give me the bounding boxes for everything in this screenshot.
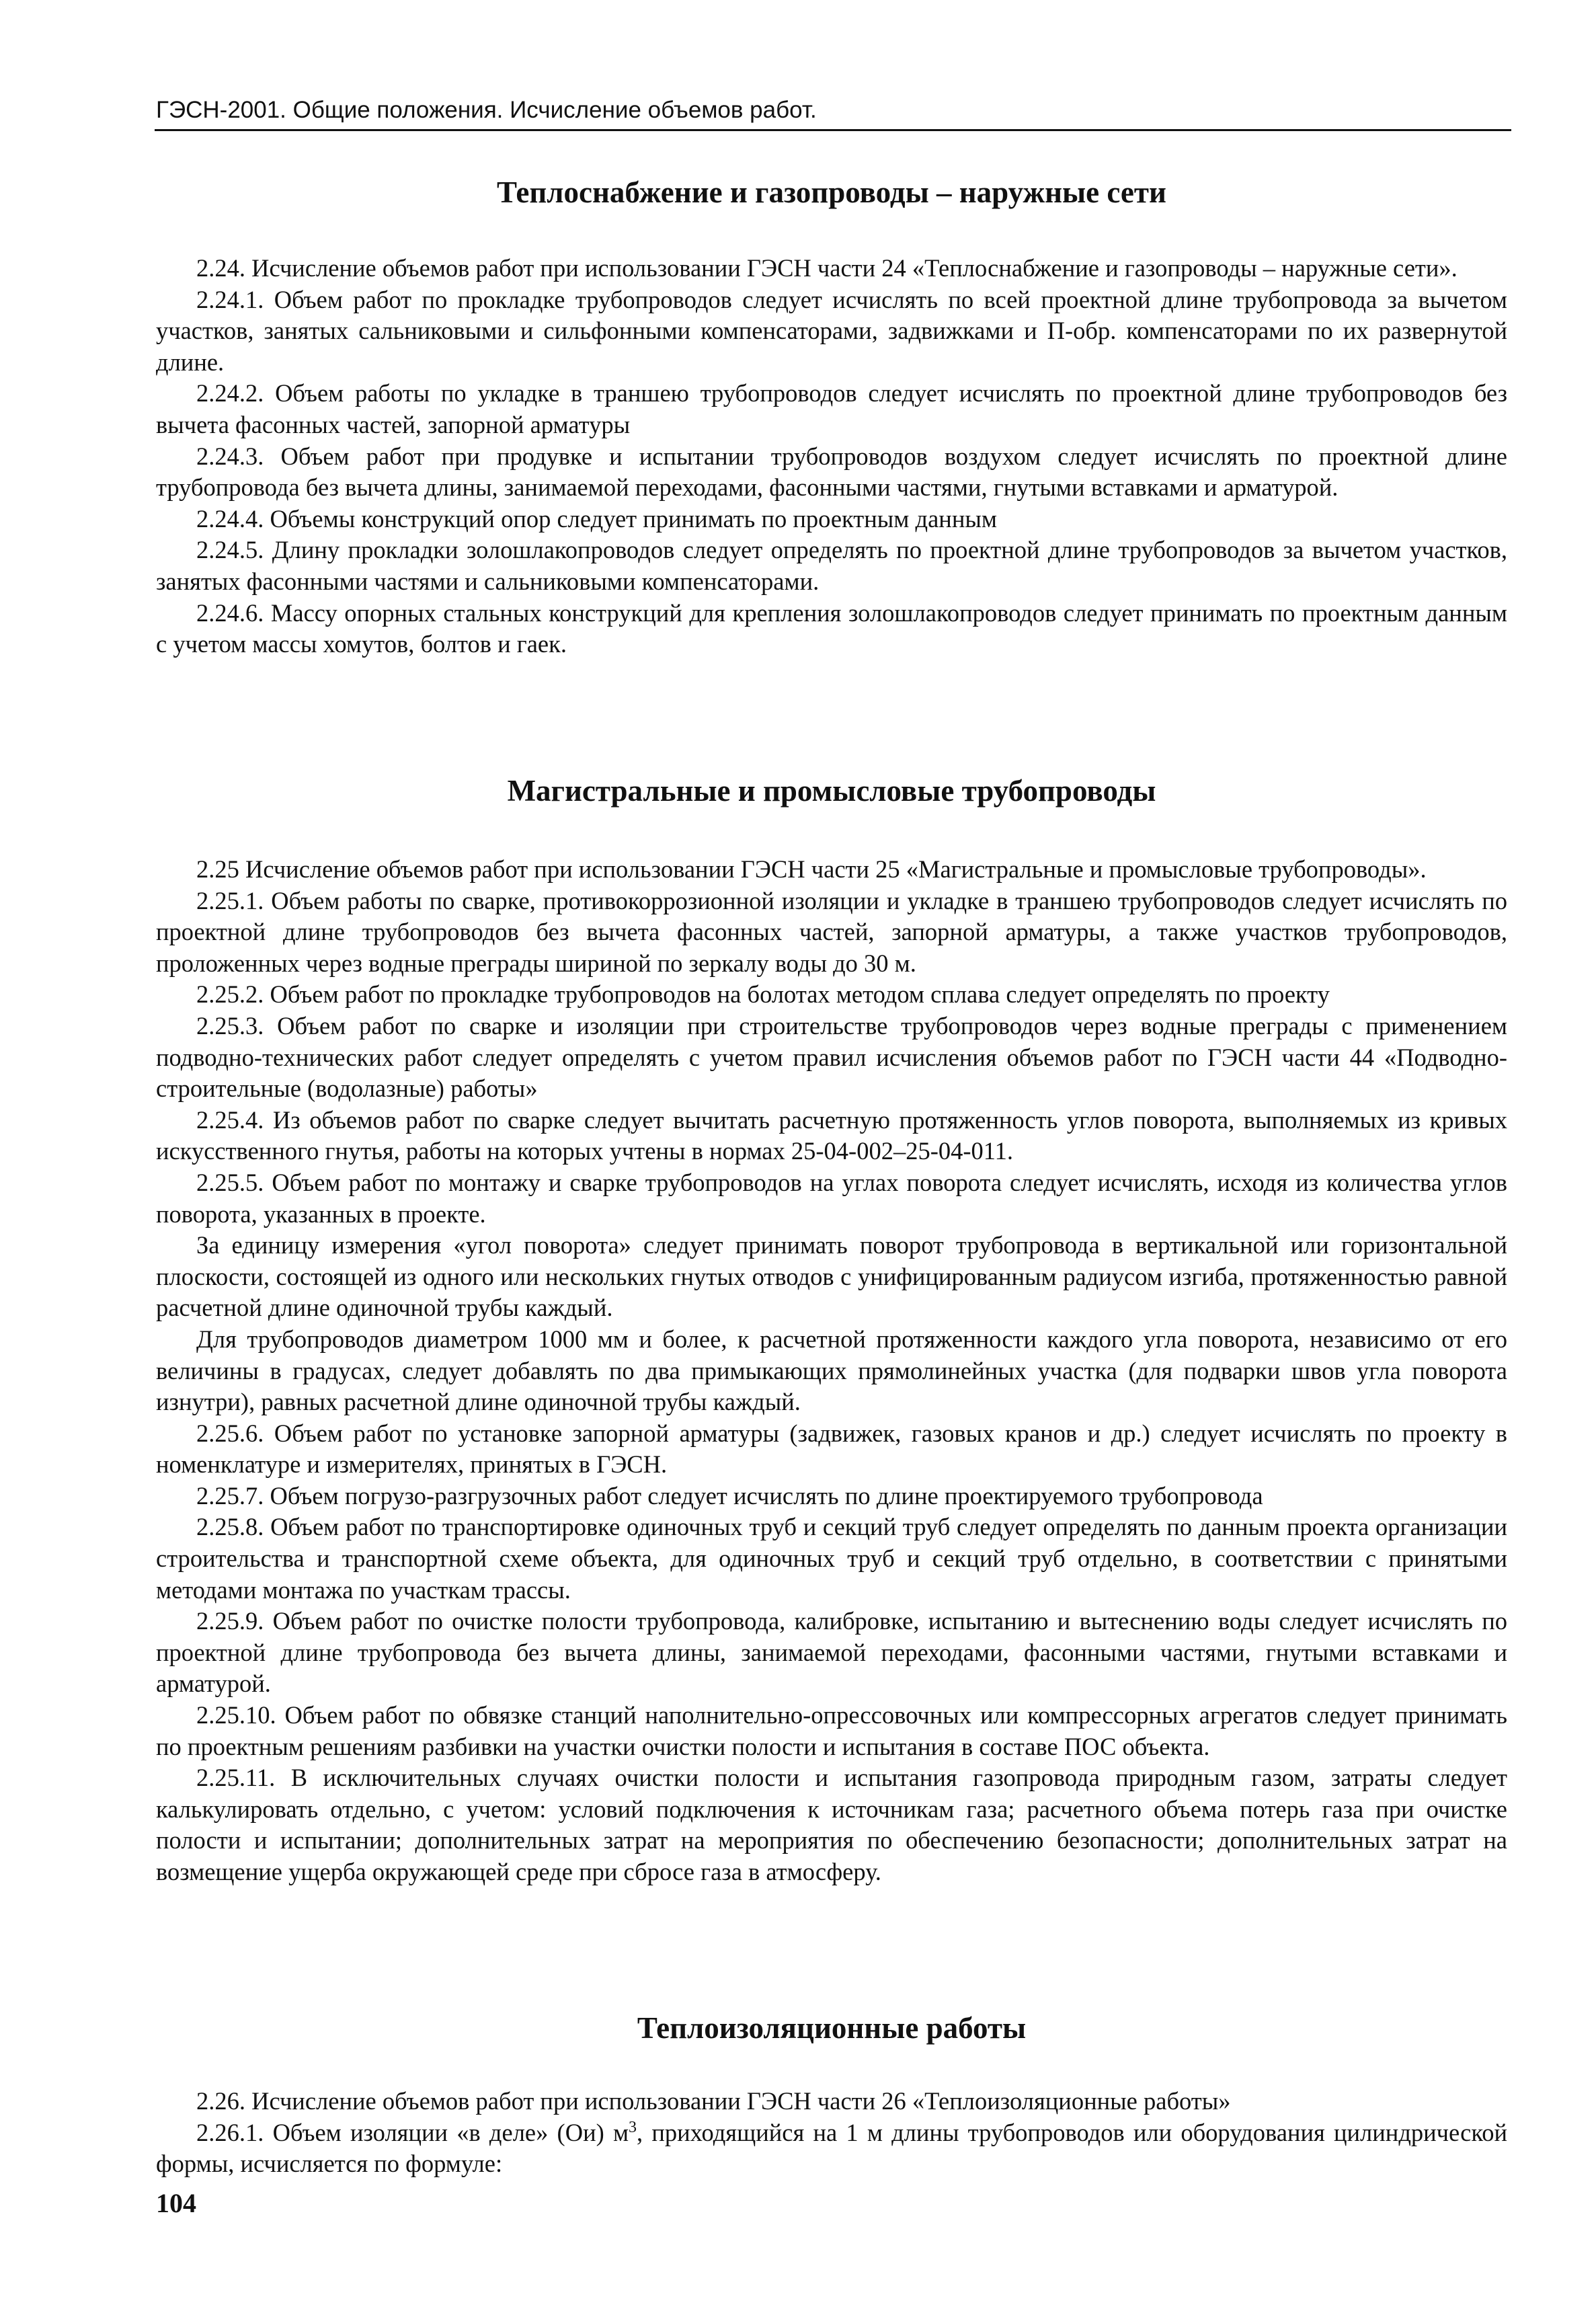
section-body-heat-supply — [156, 253, 1507, 660]
running-header: ГЭСН-2001. Общие положения. Исчисление объемов работ. — [156, 97, 817, 123]
paragraph-2-25-8: 2.25.8. Объем работ по транспортировке одиночных труб и секций труб следует определять по данным проекта организации строительства и транспортной схеме объекта, для одиночных труб и секций труб отдельно, в соответствии с принятыми методами монтажа по участкам трассы. — [156, 1513, 1507, 1604]
paragraph-diameter-1000: Для трубопроводов диаметром 1000 мм и более, к расчетной протяженности каждого угла поворота, независимо от его величины в градусах, следует добавлять по два примыкающих прямолинейных участка (для подварки швов угла поворота изнутри), равных расчетной длине одиночной трубы каждый. — [156, 1325, 1507, 1416]
paragraph-2-25: 2.25 Исчисление объемов работ при использовании ГЭСН части 25 «Магистральные и промысловые трубопроводы». — [196, 855, 1427, 883]
paragraph-2-25-2: 2.25.2. Объем работ по прокладке трубопроводов на болотах методом сплава следует определять по проекту — [196, 980, 1330, 1009]
section-heat-supply — [156, 173, 1507, 660]
paragraph-2-25-7: 2.25.7. Объем погрузо-разгрузочных работ следует исчислять по длине проектируемого трубопровода — [196, 1481, 1263, 1510]
paragraph-2-24-5: 2.24.5. Длину прокладки золошлакопроводов следует определять по проектной длине трубопроводов за вычетом участков, занятых фасонными частями и сальниковыми компенсаторами. — [156, 536, 1507, 595]
paragraph-2-24-4: 2.24.4. Объемы конструкций опор следует принимать по проектным данным — [196, 504, 997, 533]
paragraph-2-25-1: 2.25.1. Объем работы по сварке, противокоррозионной изоляции и укладке в траншею трубопроводов следует исчислять по проектной длине трубопроводов без вычета фасонных частей, запорной арматуры, а также участков трубопроводов, проложенных через водные преграды шириной по зеркалу воды до 30 м. — [156, 886, 1507, 977]
paragraph-2-24-6: 2.24.6. Массу опорных стальных конструкций для крепления золошлакопроводов следует принимать по проектным данным с учетом массы хомутов, болтов и гаек. — [156, 598, 1507, 658]
section-trunk-pipelines — [156, 772, 1507, 1888]
paragraph-2-26-1-rest: , приходящийся на 1 м длины трубопроводов или оборудования цилиндрической формы, исчисляется по формуле: — [156, 2118, 1507, 2178]
paragraph-2-26-1 — [156, 2117, 1507, 2180]
section-title-thermal-insulation: Теплоизоляционные работы — [637, 2011, 1027, 2045]
section-body-trunk-pipelines — [156, 854, 1507, 1888]
paragraph-2-24-1: 2.24.1. Объем работ по прокладке трубопроводов следует исчислять по всей проектной длине трубопровода за вычетом участков, занятых сальниковыми и сильфонными компенсаторами, задвижками и П-обр. компенсаторами по их развернутой длине. — [156, 285, 1507, 376]
paragraph-2-25-11: 2.25.11. В исключительных случаях очистки полости и испытания газопровода природным газом, затраты следует калькулировать отдельно, с учетом: условий подключения к источникам газа; расчетного объема потерь газа при очистке полости и испытании; дополнительных затрат на мероприятия по обеспечению безопасности; дополнительных затрат на возмещение ущерба окружающей среде при сбросе газа в атмосферу. — [156, 1764, 1507, 1885]
cubic-superscript: 3 — [629, 2118, 637, 2136]
paragraph-unit-angle: За единицу измерения «угол поворота» следует принимать поворот трубопровода в вертикальной или горизонтальной плоскости, состоящей из одного или нескольких гнутых отводов с унифицированным радиусом изгиба, протяженностью равной расчетной длине одиночной трубы каждый. — [156, 1231, 1507, 1322]
paragraph-2-24-3: 2.24.3. Объем работ при продувке и испытании трубопроводов воздухом следует исчислять по проектной длине трубопровода без вычета длины, занимаемой переходами, фасонными частями, гнутыми вставками и арматурой. — [156, 442, 1507, 502]
page-number: 104 — [156, 2188, 196, 2218]
paragraph-2-25-10: 2.25.10. Объем работ по обвязке станций наполнительно-опрессовочных или компрессорных агрегатов следует принимать по проектным решениям разбивки на участки очистки полости и испытания в составе ПОС объекта. — [156, 1701, 1507, 1760]
section-title-trunk-pipelines: Магистральные и промысловые трубопроводы — [507, 774, 1156, 808]
paragraph-2-26: 2.26. Исчисление объемов работ при использовании ГЭСН части 26 «Теплоизоляционные работы» — [196, 2087, 1231, 2115]
section-title-heat-supply: Теплоснабжение и газопроводы – наружные сети — [497, 175, 1166, 209]
header-rule — [155, 129, 1511, 131]
paragraph-2-25-6: 2.25.6. Объем работ по установке запорной арматуры (задвижек, газовых кранов и др.) следует исчислять по проекту в номенклатуре и измерителях, принятых в ГЭСН. — [156, 1419, 1507, 1479]
paragraph-2-24-2: 2.24.2. Объем работы по укладке в траншею трубопроводов следует исчислять по проектной длине трубопроводов без вычета фасонных частей, запорной арматуры — [156, 379, 1507, 438]
paragraph-2-25-3: 2.25.3. Объем работ по сварке и изоляции при строительстве трубопроводов через водные преграды с применением подводно-технических работ следует определять с учетом правил исчисления объемов работ по ГЭСН части 44 «Подводно-строительные (водолазные) работы» — [156, 1011, 1507, 1103]
paragraph-2-26-1-lead: 2.26.1. Объем изоляции «в деле» (Ои) м — [196, 2118, 629, 2146]
section-body-thermal-insulation — [156, 2086, 1507, 2180]
paragraph-2-24: 2.24. Исчисление объемов работ при использовании ГЭСН части 24 «Теплоснабжение и газопроводы – наружные сети». — [196, 254, 1458, 282]
section-thermal-insulation — [156, 2009, 1507, 2180]
paragraph-2-25-9: 2.25.9. Объем работ по очистке полости трубопровода, калибровке, испытанию и вытеснению воды следует исчислять по проектной длине трубопровода без вычета длины, занимаемой переходами, фасонными частями, гнутыми вставками и арматурой. — [156, 1607, 1507, 1698]
paragraph-2-25-4: 2.25.4. Из объемов работ по сварке следует вычитать расчетную протяженность углов поворота, выполняемых из кривых искусственного гнутья, работы на которых учтены в нормах 25-04-002–25-04-011. — [156, 1105, 1507, 1165]
paragraph-2-25-5: 2.25.5. Объем работ по монтажу и сварке трубопроводов на углах поворота следует исчислять, исходя из количества углов поворота, указанных в проекте. — [156, 1168, 1507, 1228]
